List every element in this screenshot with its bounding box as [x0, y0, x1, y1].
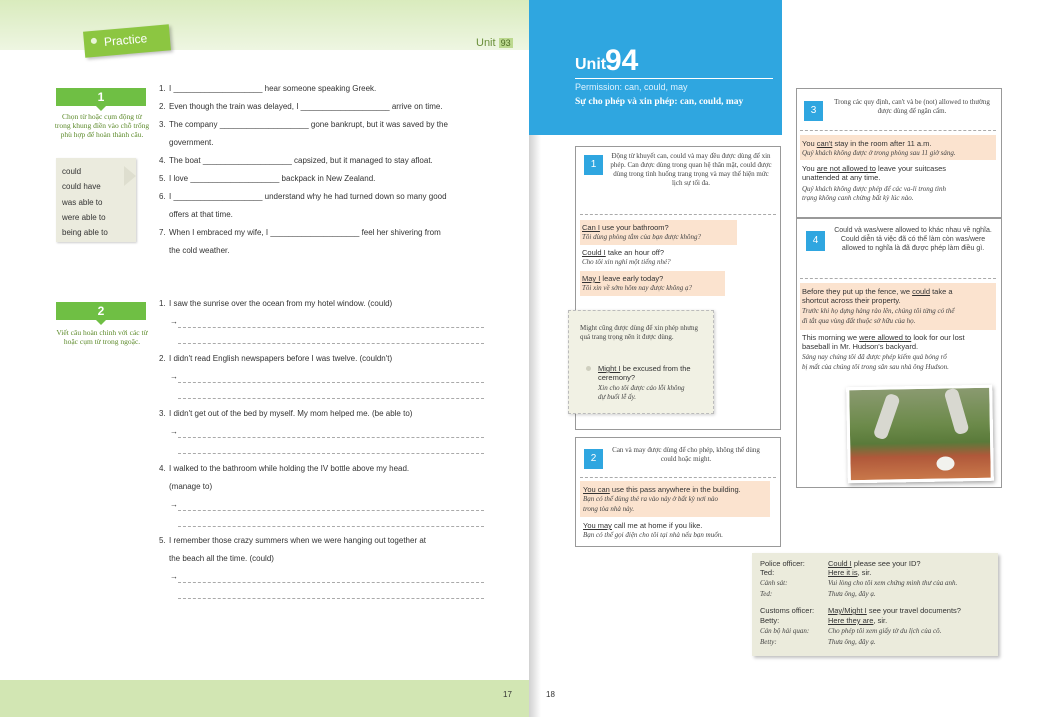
- word-bank-item: could have: [62, 182, 101, 191]
- dialog-line: Here it is, sir.: [828, 568, 872, 577]
- example-en: You can use this pass anywhere in the building.: [583, 485, 741, 494]
- section-2-badge: [56, 302, 146, 320]
- exercise-item: 3. The company ____________________ gone bankrupt, but it was saved by the: [159, 120, 448, 129]
- example-en: You may call me at home if you like.: [583, 521, 703, 530]
- dialog-speaker: Cảnh sát:: [760, 579, 788, 587]
- answer-line[interactable]: [178, 453, 484, 454]
- dialog-speaker: Betty:: [760, 616, 780, 625]
- example-vi: trạng không canh chừng bất kỳ lúc nào.: [802, 194, 914, 202]
- exercise-item: 2. Even though the train was delayed, I ____________________ arrive on time.: [159, 102, 443, 111]
- section-1-badge: [56, 88, 146, 106]
- divider: [580, 214, 776, 215]
- dialog-line: May/Might I see your travel documents?: [828, 606, 961, 615]
- example-en: ceremony?: [598, 373, 636, 382]
- example-vi: đi tắt qua vùng đất thuộc sở hữu của họ.: [802, 317, 916, 325]
- example-en: This morning we were allowed to look for our lost: [802, 333, 965, 342]
- answer-blank[interactable]: ____________________: [173, 192, 263, 201]
- answer-line[interactable]: [178, 437, 484, 438]
- answer-blank[interactable]: ____________________: [270, 228, 360, 237]
- answer-line[interactable]: [178, 398, 484, 399]
- example-vi: dự buổi lễ ấy.: [598, 393, 637, 401]
- answer-blank[interactable]: ____________________: [219, 120, 309, 129]
- answer-line[interactable]: [178, 327, 484, 328]
- unit-ref-prefix: Unit: [476, 37, 496, 49]
- section-1-number: 1: [97, 90, 105, 104]
- exercise-item: 7. When I embraced my wife, I ____________________ feel her shivering from: [159, 228, 441, 237]
- exercise-item-continued: offers at that time.: [169, 210, 233, 219]
- example-en: Could I take an hour off?: [582, 248, 665, 257]
- dialog-line: Thưa ông, đây ạ.: [828, 590, 876, 598]
- dialog-speaker: Betty:: [760, 638, 777, 646]
- example-vi: Quý khách không được phép để các va-li trong tình: [802, 185, 946, 193]
- example-vi: Quý khách không được ở trong phòng sau 11 giờ sáng.: [802, 149, 956, 157]
- card-1-text: Động từ khuyết can, could và may đều được dùng để xin phép. Can được dùng trong quan hệ thân mật, could được dùng trong tình huống trang trọng và may thể hiện mức lịch sự tối đa.: [610, 152, 772, 187]
- example-en: Might I be excused from the: [598, 364, 691, 373]
- exercise-item-continued: the cold weather.: [169, 246, 230, 255]
- section-2-number: 2: [97, 304, 105, 318]
- unit-number: 94: [605, 44, 639, 77]
- example-vi: Sáng nay chúng tôi đã được phép kiếm quả bóng rổ: [802, 353, 947, 361]
- answer-blank[interactable]: ____________________: [202, 156, 292, 165]
- answer-arrow: →: [170, 372, 178, 381]
- word-bank: [56, 158, 136, 242]
- exercise-item: 1. I ____________________ hear someone speaking Greek.: [159, 84, 377, 93]
- card-3-number: 3: [804, 101, 823, 121]
- unit-subtitle-en: Permission: can, could, may: [575, 82, 688, 92]
- dialog-speaker: Cán bộ hải quan:: [760, 627, 810, 635]
- example-vi: Bạn có thể gọi điện cho tôi tại nhà nếu bạn muốn.: [583, 531, 723, 539]
- page-number: 17: [503, 690, 512, 699]
- answer-line[interactable]: [178, 598, 484, 599]
- answer-arrow: →: [170, 572, 178, 581]
- example-en: Before they put up the fence, we could take a: [802, 287, 953, 296]
- example-en: shortcut across their property.: [802, 296, 901, 305]
- dialog-line: Thưa ông, đây ạ.: [828, 638, 876, 646]
- might-note-text: Might cũng được dùng để xin phép nhưng quá trang trọng nên ít được dùng.: [580, 324, 699, 341]
- answer-blank[interactable]: ____________________: [173, 84, 263, 93]
- exercise-item: 4. I walked to the bathroom while holding the IV bottle above my head.: [159, 464, 410, 473]
- exercise-item: 3. I didn't get out of the bed by myself. My mom helped me. (be able to): [159, 409, 413, 418]
- answer-blank[interactable]: ____________________: [190, 174, 280, 183]
- answer-line[interactable]: [178, 343, 484, 344]
- card-2-number: 2: [584, 449, 603, 469]
- exercise-item-continued: (manage to): [169, 482, 213, 491]
- divider: [800, 130, 996, 131]
- example-en: You are not allowed to leave your suitcases: [802, 164, 947, 173]
- card-2-text: Can và may được dùng để cho phép, không thể dùng could hoặc might.: [612, 446, 760, 463]
- unit-subtitle-vi: Sự cho phép và xin phép: can, could, may: [575, 97, 744, 107]
- word-bank-item: was able to: [62, 198, 103, 207]
- dialog-line: Here they are, sir.: [828, 616, 888, 625]
- word-bank-item: were able to: [62, 213, 106, 222]
- unit-word: Unit: [575, 56, 607, 73]
- page-footer-band: [0, 680, 529, 717]
- baseball-photo: [846, 385, 994, 484]
- example-vi: Bạn có thể dùng thẻ ra vào này ở bất kỳ nơi nào: [583, 495, 718, 503]
- divider: [580, 477, 776, 478]
- example-vi: Xin cho tôi được cáo lỗi không: [598, 384, 685, 392]
- exercise-item: 5. I remember those crazy summers when we were hanging out together at: [159, 536, 427, 545]
- page-number: 18: [546, 690, 555, 699]
- page-header-band: [0, 0, 529, 50]
- exercise-item: 2. I didn't read English newspapers before I was twelve. (couldn't): [159, 354, 393, 363]
- example-vi: bị mất của chúng tôi trong sân sau nhà ông Hudson.: [802, 363, 949, 371]
- example-en: May I leave early today?: [582, 274, 664, 283]
- answer-line[interactable]: [178, 382, 484, 383]
- dialog-speaker: Ted:: [760, 590, 773, 598]
- exercise-item: 1. I saw the sunrise over the ocean from my hotel window. (could): [159, 299, 393, 308]
- unit-ref-number: 93: [500, 38, 511, 48]
- section-1-instruction: Chọn từ hoặc cụm động từ trong khung điền vào chỗ trống phù hợp để hoàn thành câu.: [54, 112, 150, 139]
- example-vi: Tôi dùng phòng tắm của bạn được không?: [582, 233, 701, 241]
- divider: [800, 278, 996, 279]
- dialog-speaker: Customs officer:: [760, 606, 815, 615]
- answer-blank[interactable]: ____________________: [300, 102, 390, 111]
- word-bank-item: could: [62, 167, 82, 176]
- answer-line[interactable]: [178, 510, 484, 511]
- card-1-number: 1: [584, 155, 603, 175]
- unit-header: [529, 0, 782, 135]
- practice-label: Practice: [103, 31, 148, 49]
- card-3-text: Trong các quy định, can't và be (not) allowed to thường được dùng để ngăn cấm.: [834, 98, 990, 115]
- exercise-item: 6. I ____________________ understand why he had turned down so many good: [159, 192, 447, 201]
- answer-arrow: →: [170, 317, 178, 326]
- example-en: Can I use your bathroom?: [582, 223, 669, 232]
- section-2-instruction: Viết câu hoàn chỉnh với các từ hoặc cụm từ trong ngoặc.: [56, 328, 148, 346]
- header-rule: [575, 78, 773, 79]
- ball-icon: [936, 456, 954, 470]
- word-bank-item: being able to: [62, 228, 108, 237]
- exercise-item-continued: the beach all the time. (could): [169, 554, 274, 563]
- card-4-number: 4: [806, 231, 825, 251]
- card-4-text: Could và was/were allowed to khác nhau về nghĩa. Could diễn tả việc đã có thể làm còn was/were allowed to nghĩa là đã được phép làm điều gì.: [834, 227, 992, 252]
- dialog-line: Could I please see your ID?: [828, 559, 921, 568]
- answer-line[interactable]: [178, 582, 484, 583]
- dialog-line: Cho phép tôi xem giấy tờ du lịch của cô.: [828, 627, 942, 635]
- answer-line[interactable]: [178, 526, 484, 527]
- example-vi: Trước khi họ dựng hàng rào lên, chúng tôi từng có thể: [802, 307, 955, 315]
- exercise-item-continued: government.: [169, 138, 214, 147]
- unit-reference: [476, 37, 513, 49]
- example-en: unattended at any time.: [802, 173, 881, 182]
- example-en: baseball in Mr. Hudson's backyard.: [802, 342, 919, 351]
- bullet-icon: [586, 366, 591, 371]
- dialog-speaker: Ted:: [760, 568, 775, 577]
- answer-arrow: →: [170, 500, 178, 509]
- exercise-item: 4. The boat ____________________ capsized, but it managed to stay afloat.: [159, 156, 433, 165]
- dialog-speaker: Police officer:: [760, 559, 805, 568]
- exercise-item: 5. I love ____________________ backpack in New Zealand.: [159, 174, 376, 183]
- dialog-line: Vui lòng cho tôi xem chứng minh thư của anh.: [828, 579, 958, 587]
- example-en: You can't stay in the room after 11 a.m.: [802, 139, 932, 148]
- photo-figure: [873, 393, 901, 441]
- example-vi: Cho tôi xin nghỉ một tiếng nhé?: [582, 258, 671, 266]
- answer-arrow: →: [170, 427, 178, 436]
- example-vi: trong tòa nhà này.: [583, 505, 635, 513]
- photo-figure: [944, 387, 970, 435]
- example-vi: Tôi xin về sớm hôm nay được không ạ?: [582, 284, 693, 292]
